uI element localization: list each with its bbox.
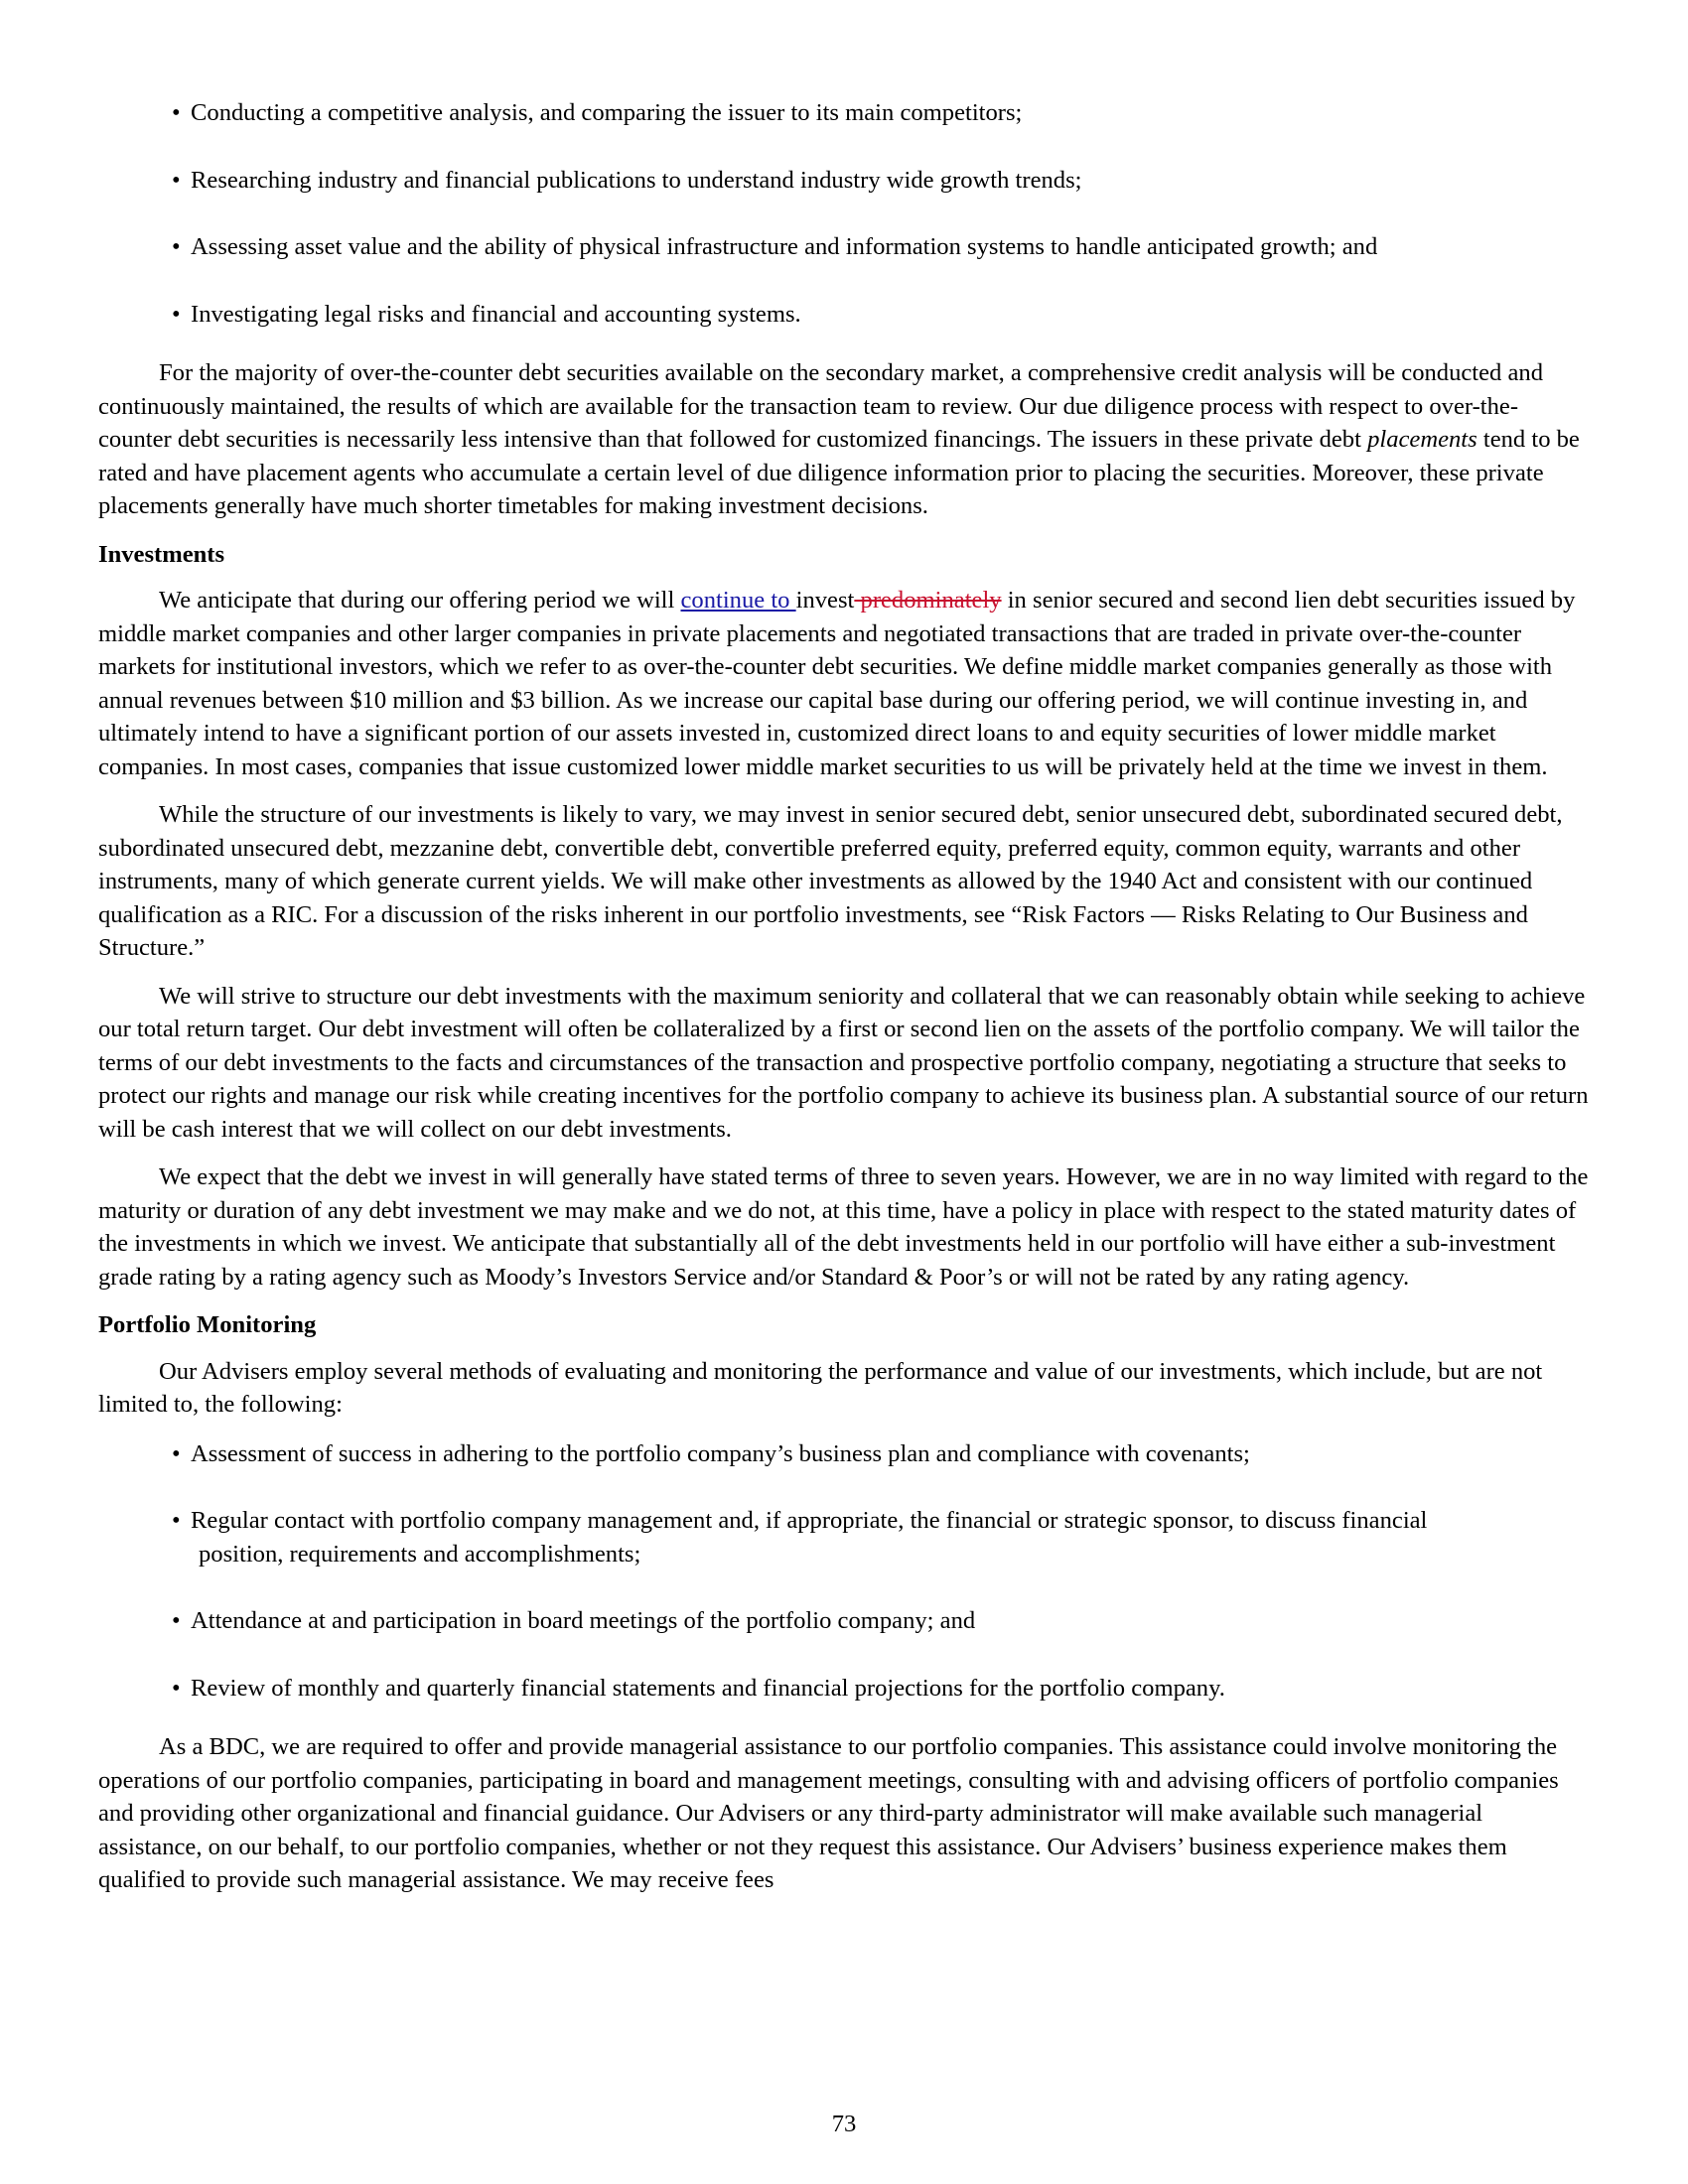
list-item-text: Attendance at and participation in board meetings of the portfolio company; and [191,1607,976,1634]
list-item-text: Regular contact with portfolio company management and, if appropriate, the financial or strategic sponsor, to discuss financial [191,1507,1428,1534]
list-item-text: Assessing asset value and the ability of physical infrastructure and information systems to handle anticipated growth; and [191,233,1378,260]
deleted-text: predominately [854,587,1002,614]
list-item [98,96,1590,130]
list-item [98,230,1590,264]
list-item [98,1604,1590,1638]
managerial-assistance-paragraph: As a BDC, we are required to offer and provide managerial assistance to our portfolio companies. This assistance could involve monitoring the operations of our portfolio companies, participating in board and management meetings, consulting with and advising officers of portfolio companies and providing other organizational and financial guidance. Our Advisers or any third-party administrator will make available such managerial assistance, on our behalf, to our portfolio companies, whether or not they request this assistance. Our Advisers’ business experience makes them qualified to provide such managerial assistance. We may receive fees [98,1733,1559,1893]
otc-securities-paragraph [98,356,1590,523]
bullet-icon: • [172,1439,181,1467]
portfolio-monitoring-heading: Portfolio Monitoring [98,1311,317,1338]
bullet-icon: • [172,300,181,328]
paragraph-text: tend to be rated and have placement agents who accumulate a certain level of due diligence information prior to placing the securities. Moreover, these private placements generally have much shorter timetables for making investment decisions. [98,426,1580,519]
paragraph-text: For the majority of over-the-counter debt securities available on the secondary market, a comprehensive credit analysis will be conducted and continuously maintained, the results of which are available for the transaction team to review. Our due diligence process with respect to over-the-counter debt securities is necessarily less intensive than that followed for customized financings. The issuers in these private debt [98,359,1544,453]
investments-paragraph-2: While the structure of our investments is likely to vary, we may invest in senior secured debt, senior unsecured debt, subordinated secured debt, subordinated unsecured debt, mezzanine debt, convertible debt, convertible preferred equity, preferred equity, common equity, warrants and other instruments, many of which generate current yields. We will make other investments as allowed by the 1940 Act and consistent with our continued qualification as a RIC. For a discussion of the risks inherent in our portfolio investments, see “Risk Factors — Risks Relating to Our Business and Structure.” [98,801,1563,961]
italic-text: placements [1367,426,1477,453]
list-item [98,1672,1590,1706]
list-item [98,164,1590,198]
list-item-text: Review of monthly and quarterly financial statements and financial projections for the portfolio company. [191,1674,1225,1702]
bullet-icon: • [172,1507,181,1534]
list-item-text-continued: position, requirements and accomplishments; [199,1540,641,1568]
page-number: 73 [831,2111,857,2137]
bullet-icon: • [172,166,181,194]
list-item [98,1504,1590,1570]
investments-paragraph-4: We expect that the debt we invest in will generally have stated terms of three to seven years. However, we are in no way limited with regard to the maturity or duration of any debt investment we may make and we do not, at this time, have a policy in place with respect to the stated maturity dates of the investments in which we invest. We anticipate that substantially all of the debt investments held in our portfolio will have either a sub-investment grade rating by a rating agency such as Moody’s Investors Service and/or Standard & Poor’s or will not be rated by any rating agency. [98,1163,1589,1291]
list-item [98,298,1590,332]
paragraph-text: We anticipate that during our offering period we will [159,587,681,614]
list-item-text: Assessment of success in adhering to the portfolio company’s business plan and compliance with covenants; [191,1439,1250,1467]
monitoring-intro-paragraph: Our Advisers employ several methods of evaluating and monitoring the performance and value of our investments, which include, but are not limited to, the following: [98,1357,1543,1418]
inserted-text-link[interactable]: continue to [680,587,796,614]
bullet-icon: • [172,99,181,126]
document-page [98,96,1590,1912]
paragraph-text: invest [795,587,855,614]
investments-heading: Investments [98,540,225,568]
bullet-icon: • [172,1674,181,1702]
bullet-icon: • [172,233,181,260]
bullet-icon: • [172,1607,181,1634]
list-item-text: Researching industry and financial publications to understand industry wide growth trends; [191,166,1082,194]
list-item-text: Investigating legal risks and financial and accounting systems. [191,300,801,328]
investments-paragraph-1 [98,584,1590,783]
monitoring-bullet-list [98,1437,1590,1706]
investments-paragraph-3: We will strive to structure our debt investments with the maximum seniority and collateral that we can reasonably obtain while seeking to achieve our total return target. Our debt investment will often be collateralized by a first or second lien on the assets of the portfolio company. We will tailor the terms of our debt investments to the facts and circumstances of the transaction and prospective portfolio company, negotiating a structure that seeks to protect our rights and manage our risk while creating incentives for the portfolio company to achieve its business plan. A substantial source of our return will be cash interest that we will collect on our debt investments. [98,982,1589,1143]
due-diligence-bullet-list [98,96,1590,331]
paragraph-text: in senior secured and second lien debt securities issued by middle market companies and other larger companies in private placements and negotiated transactions that are traded in private over-the-counter markets for institutional investors, which we refer to as over-the-counter debt securities. We define middle market companies generally as those with annual revenues between $10 million and $3 billion. As we increase our capital base during our offering period, we will continue investing in, and ultimately intend to have a significant portion of our assets invested in, customized direct loans to and equity securities of lower middle market companies. In most cases, companies that issue customized lower middle market securities to us will be privately held at the time we invest in them. [98,587,1576,780]
list-item-text: Conducting a competitive analysis, and comparing the issuer to its main competitors; [191,99,1023,126]
list-item [98,1437,1590,1471]
